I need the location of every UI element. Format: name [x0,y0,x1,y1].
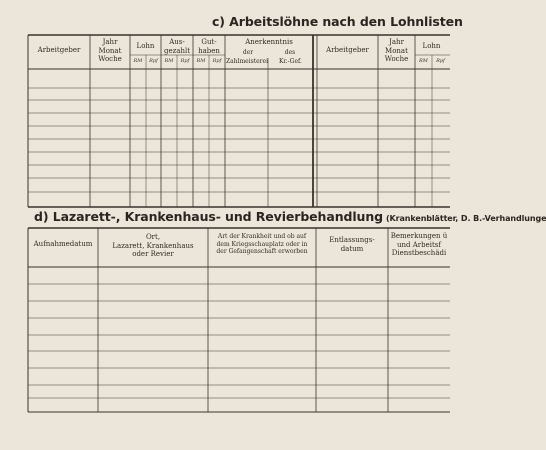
header-wage-2: Lohn [422,42,441,50]
unit-rm: RM [133,58,143,64]
header-recognition: Anerkenntnis [245,38,293,46]
unit-rpf: Rpf [180,58,190,64]
header-credit: Gut- haben [198,38,220,55]
section-d-title-main: d) Lazarett-, Krankenhaus- und Revierbehandlung [34,209,383,224]
header-wage: Lohn [136,42,155,50]
unit-rpf: Rpf [149,58,158,64]
unit-rm: RM [419,58,428,64]
header-illness-type: Art der Krankheit und ob auf dem Kriegsschauplatz oder in der Gefangenschaft erworben [216,233,308,255]
header-admission-date: Aufnahmedatum [33,240,93,248]
header-recognition-des: des [284,49,296,56]
header-year-month-week: Jahr Monat Woche [98,38,122,63]
header-year-month-week-2: Jahr Monat Woche [384,38,409,63]
header-employer-2: Arbeitgeber [326,46,369,54]
header-employer: Arbeitgeber [37,46,81,54]
unit-rpf: Rpf [212,58,222,64]
header-paid-out: Aus- gezahlt [163,38,191,55]
unit-rm: RM [164,58,174,64]
section-c-title: c) Arbeitslöhne nach den Lohnlisten [212,14,463,29]
header-recognition-der: der [242,49,254,56]
header-remarks: Bemerkungen ü und Arbeitsf Dienstbeschädi [390,232,448,257]
header-discharge-date: Entlassungs- datum [329,236,375,253]
unit-rm: RM [196,58,206,64]
section-d-subtitle: (Krankenblätter, D. B.-Verhandlunge [385,214,546,223]
unit-rpf: Rpf [436,58,445,64]
header-place: Ort, Lazarett, Krankenhaus oder Revier [112,233,194,258]
header-kr-gef: Kr.-Gef. [279,58,302,65]
header-paymaster: Zahlmeisterei [225,58,269,65]
